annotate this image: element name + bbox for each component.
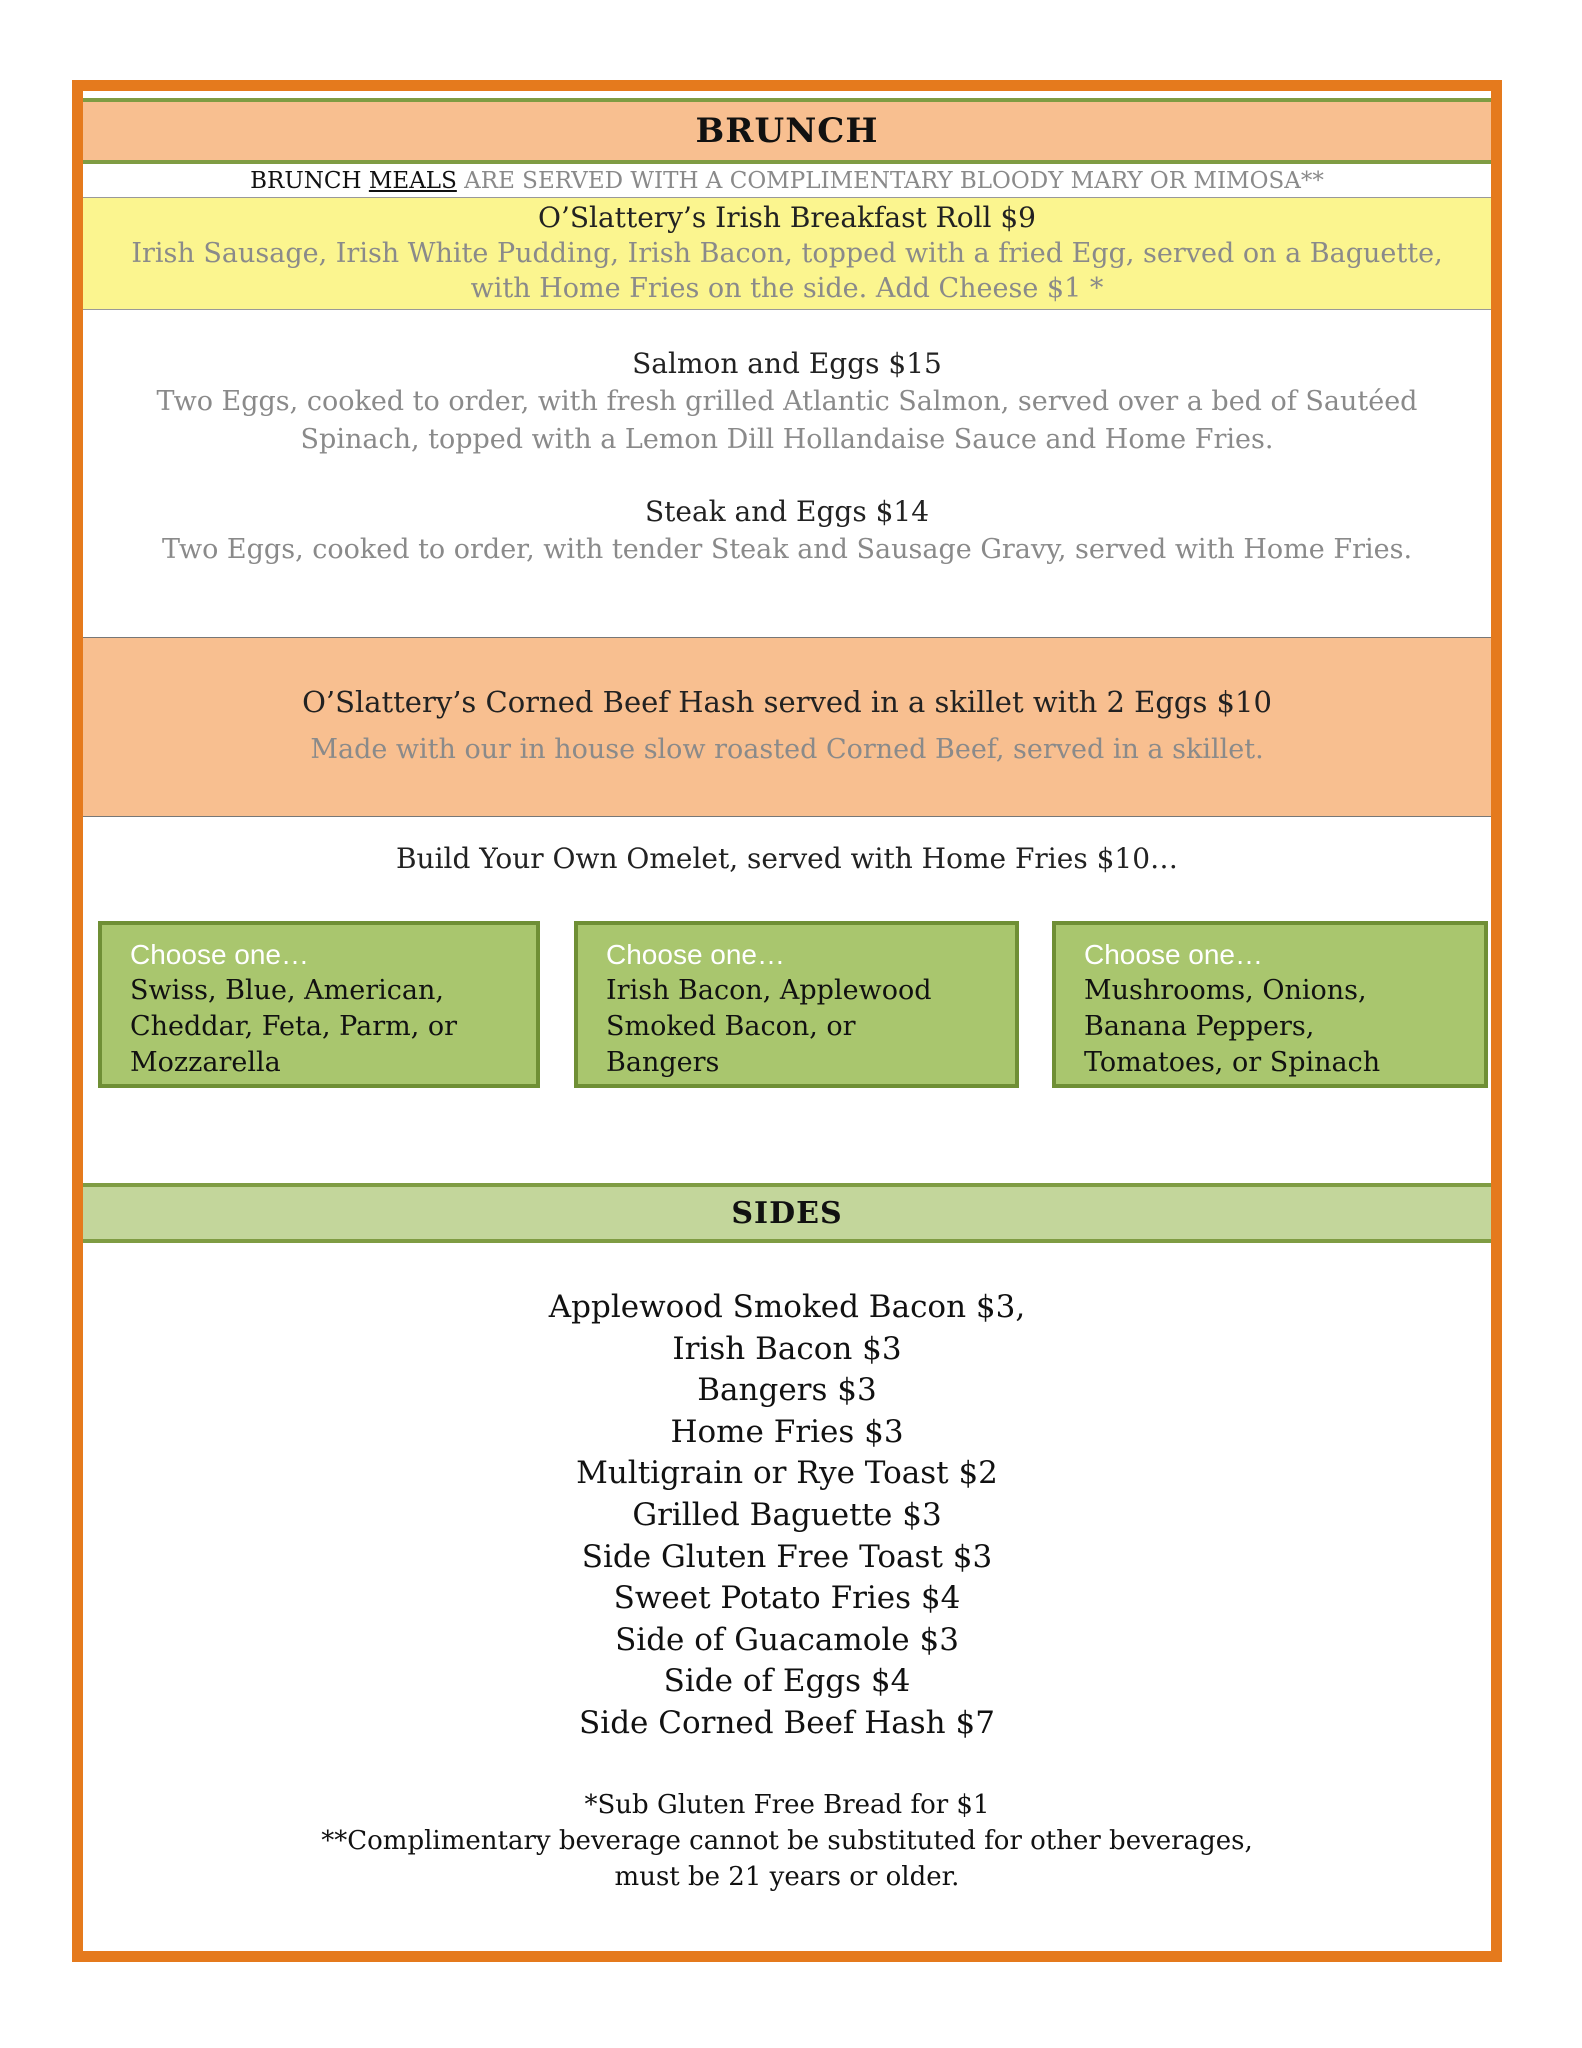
brunch-section-header: [83, 98, 1491, 164]
menu-item-irish-breakfast-roll: [83, 197, 1491, 310]
side-item: Home Fries $3: [670, 1413, 904, 1450]
item-title: Salmon and Eggs $15: [632, 347, 942, 380]
choice-label: Choose one…: [1084, 939, 1264, 970]
item-description-line: Irish Sausage, Irish White Pudding, Irish Bacon, topped with a fried Egg, served on a Baguette,: [131, 238, 1443, 269]
side-item: Side Corned Beef Hash $7: [579, 1704, 995, 1741]
side-item: Side of Eggs $4: [663, 1663, 911, 1700]
choice-option-line: Smoked Bacon, or: [606, 1011, 856, 1042]
choice-label: Choose one…: [606, 939, 786, 970]
side-item: Sweet Potato Fries $4: [613, 1580, 961, 1617]
choice-option-line: Tomatoes, or Spinach: [1084, 1047, 1381, 1078]
omelet-choice-cheese: [98, 921, 540, 1088]
sides-section-header: [83, 1183, 1491, 1243]
sides-list: [83, 1287, 1491, 1745]
footnote-gluten-free: *Sub Gluten Free Bread for $1: [584, 1790, 990, 1820]
sides-title: SIDES: [731, 1195, 843, 1231]
side-item: Side Gluten Free Toast $3: [581, 1538, 993, 1575]
item-description-line: Made with our in house slow roasted Corned Beef, served in a skillet.: [310, 734, 1264, 765]
item-description-line: with Home Fries on the side. Add Cheese $1 *: [470, 273, 1104, 304]
side-item: Side of Guacamole $3: [615, 1621, 959, 1658]
side-item: Applewood Smoked Bacon $3,: [548, 1289, 1026, 1325]
choice-option-line: Swiss, Blue, American,: [130, 975, 444, 1006]
brunch-title: BRUNCH: [695, 111, 879, 151]
item-description-line: Spinach, topped with a Lemon Dill Hollandaise Sauce and Home Fries.: [300, 424, 1274, 455]
side-item: Grilled Baguette $3: [632, 1496, 942, 1533]
menu-item-salmon-and-eggs: [83, 345, 1491, 459]
omelet-choice-meat: [574, 921, 1019, 1088]
choice-label: Choose one…: [130, 939, 310, 970]
footnote-beverage: **Complimentary beverage cannot be substituted for other beverages,: [321, 1826, 1253, 1856]
menu-item-corned-beef-hash: [83, 637, 1491, 817]
choice-option-line: Bangers: [606, 1047, 720, 1078]
omelet-section: [83, 839, 1491, 879]
omelet-choice-veggies: [1052, 921, 1488, 1088]
item-title: O’Slattery’s Corned Beef Hash served in a skillet with 2 Eggs $10: [302, 685, 1272, 719]
choice-option-line: Cheddar, Feta, Parm, or: [130, 1011, 458, 1042]
menu-item-steak-and-eggs: [83, 493, 1491, 569]
brunch-note-meals: MEALS: [368, 168, 457, 194]
choice-option-line: Banana Peppers,: [1084, 1011, 1315, 1042]
menu-frame: [72, 80, 1502, 1962]
choice-option-line: Mushrooms, Onions,: [1084, 975, 1367, 1006]
choice-option-line: Irish Bacon, Applewood: [606, 975, 932, 1006]
item-description-line: Two Eggs, cooked to order, with tender Steak and Sausage Gravy, served with Home Fries.: [161, 534, 1413, 565]
footnote-age: must be 21 years or older.: [614, 1862, 960, 1892]
item-title: O’Slattery’s Irish Breakfast Roll $9: [538, 201, 1036, 234]
choice-option-line: Mozzarella: [130, 1047, 281, 1078]
brunch-note-rest: ARE SERVED WITH A COMPLIMENTARY BLOODY MARY OR MIMOSA**: [456, 168, 1324, 194]
side-item: Bangers $3: [697, 1372, 877, 1409]
brunch-note: [83, 166, 1491, 196]
omelet-title: Build Your Own Omelet, served with Home Fries $10…: [395, 842, 1179, 875]
side-item: Irish Bacon $3: [672, 1330, 902, 1367]
brunch-note-lead: BRUNCH: [250, 168, 369, 194]
side-item: Multigrain or Rye Toast $2: [576, 1455, 998, 1492]
item-title: Steak and Eggs $14: [644, 495, 930, 528]
item-description-line: Two Eggs, cooked to order, with fresh grilled Atlantic Salmon, served over a bed of Sautéed: [156, 386, 1418, 417]
footnotes: [83, 1787, 1491, 1895]
